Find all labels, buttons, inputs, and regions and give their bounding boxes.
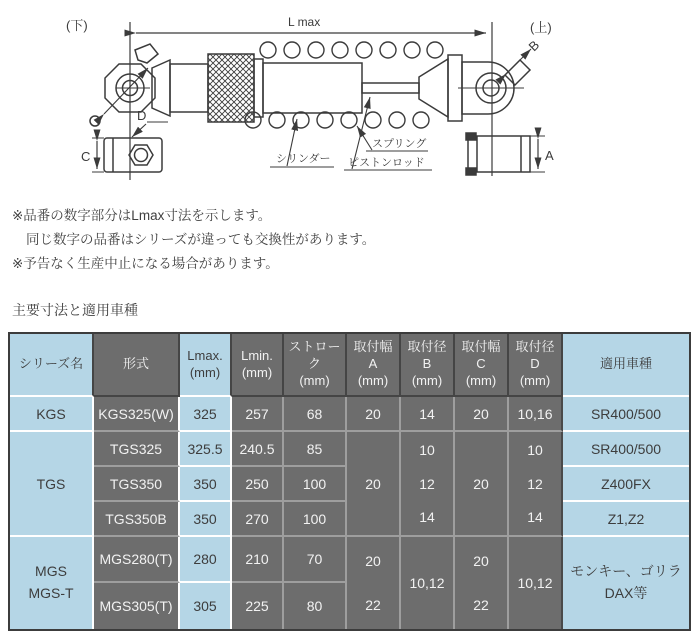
cell-dia-b: 10,12 bbox=[401, 537, 455, 629]
cell-lmin: 210 bbox=[232, 537, 284, 583]
cell-lmin: 225 bbox=[232, 583, 284, 629]
cell-vehicles: Z1,Z2 bbox=[563, 502, 689, 537]
col-header-dia-b: 取付径 B (mm) bbox=[401, 334, 455, 397]
cell-series: TGS bbox=[10, 432, 94, 537]
cell-dia-d: 10,12 bbox=[509, 537, 563, 629]
row-tgs-1 bbox=[10, 432, 689, 467]
spec-table bbox=[8, 332, 691, 631]
cylinder-label: シリンダー bbox=[276, 153, 331, 165]
bump-stop-cone bbox=[419, 59, 448, 117]
cell-stroke: 70 bbox=[284, 537, 347, 583]
col-header-model: 形式 bbox=[94, 334, 180, 397]
note-line-3: ※予告なく生産中止になる場合があります。 bbox=[12, 256, 279, 271]
cell-series: KGS bbox=[10, 397, 94, 432]
piston-rod bbox=[362, 83, 419, 93]
cell-series: MGS MGS-T bbox=[10, 537, 94, 629]
cell-lmax: 350 bbox=[180, 467, 232, 502]
cell-lmin: 257 bbox=[232, 397, 284, 432]
cell-vehicles: SR400/500 bbox=[563, 397, 689, 432]
col-header-lmax: Lmax. (mm) bbox=[180, 334, 232, 397]
spring-label: スプリング bbox=[372, 138, 427, 150]
right-eye-mount bbox=[458, 49, 531, 114]
cell-model: TGS350B bbox=[94, 502, 180, 537]
notes-block bbox=[12, 204, 695, 276]
cell-width-a: 20 22 bbox=[347, 537, 401, 629]
cylinder-tube bbox=[263, 63, 362, 113]
cell-vehicles: SR400/500 bbox=[563, 432, 689, 467]
table-title: 主要寸法と適用車種 bbox=[12, 302, 138, 318]
note-line-2: 同じ数字の品番はシリーズが違っても交換性があります。 bbox=[26, 232, 376, 247]
cell-model: MGS280(T) bbox=[94, 537, 180, 583]
cell-lmax: 325 bbox=[180, 397, 232, 432]
cell-width-c: 20 22 bbox=[455, 537, 509, 629]
cell-lmin: 270 bbox=[232, 502, 284, 537]
dim-b-label: B bbox=[525, 37, 543, 55]
cell-stroke: 100 bbox=[284, 467, 347, 502]
knurled-adjuster bbox=[208, 54, 254, 122]
cell-dia-b: 14 bbox=[401, 397, 455, 432]
cell-vehicles: モンキー、ゴリラ DAX等 bbox=[563, 537, 689, 629]
note-line-1: ※品番の数字部分はLmax寸法を示します。 bbox=[12, 208, 272, 223]
row-kgs bbox=[10, 397, 689, 432]
row-mgs-1 bbox=[10, 537, 689, 583]
diagram-svg bbox=[0, 0, 695, 198]
col-header-dia-d: 取付径 D (mm) bbox=[509, 334, 563, 397]
cell-lmin: 240.5 bbox=[232, 432, 284, 467]
cell-width-c: 20 bbox=[455, 432, 509, 537]
lower-bushing bbox=[104, 138, 162, 172]
spring-coils bbox=[245, 42, 443, 128]
header-row bbox=[10, 334, 689, 397]
cell-lmax: 305 bbox=[180, 583, 232, 629]
cell-stroke: 85 bbox=[284, 432, 347, 467]
dim-d-label: D bbox=[137, 108, 147, 123]
col-header-stroke: ストローク (mm) bbox=[284, 334, 347, 397]
col-header-width-c: 取付幅 C (mm) bbox=[455, 334, 509, 397]
cell-dia-d: 10,16 bbox=[509, 397, 563, 432]
d-leader-line bbox=[132, 124, 146, 137]
cell-stroke: 68 bbox=[284, 397, 347, 432]
cell-width-c: 20 bbox=[455, 397, 509, 432]
cell-dia-b: 10 12 14 bbox=[401, 432, 455, 537]
col-header-lmin: Lmin. (mm) bbox=[232, 334, 284, 397]
lower-end-label: (下) bbox=[66, 18, 88, 33]
piston-rod-label: ピストンロッド bbox=[348, 157, 425, 169]
cell-stroke: 80 bbox=[284, 583, 347, 629]
cell-width-a: 20 bbox=[347, 432, 401, 537]
cell-lmax: 350 bbox=[180, 502, 232, 537]
dim-a-label: A bbox=[545, 148, 554, 163]
cell-model: KGS325(W) bbox=[94, 397, 180, 432]
cell-lmax: 325.5 bbox=[180, 432, 232, 467]
col-header-vehicles: 適用車種 bbox=[563, 334, 689, 397]
cell-model: TGS350 bbox=[94, 467, 180, 502]
col-header-series: シリーズ名 bbox=[10, 334, 94, 397]
upper-bushing bbox=[466, 133, 530, 175]
col-header-width-a: 取付幅 A (mm) bbox=[347, 334, 401, 397]
cell-model: MGS305(T) bbox=[94, 583, 180, 629]
cell-lmax: 280 bbox=[180, 537, 232, 583]
lmax-label: L max bbox=[288, 15, 321, 29]
cell-lmin: 250 bbox=[232, 467, 284, 502]
dim-c-label: C bbox=[81, 149, 91, 164]
upper-end-label: (上) bbox=[530, 20, 552, 35]
cell-vehicles: Z400FX bbox=[563, 467, 689, 502]
shock-absorber-diagram bbox=[0, 0, 695, 198]
cell-width-a: 20 bbox=[347, 397, 401, 432]
cell-stroke: 100 bbox=[284, 502, 347, 537]
cell-dia-d: 10 12 14 bbox=[509, 432, 563, 537]
cell-model: TGS325 bbox=[94, 432, 180, 467]
